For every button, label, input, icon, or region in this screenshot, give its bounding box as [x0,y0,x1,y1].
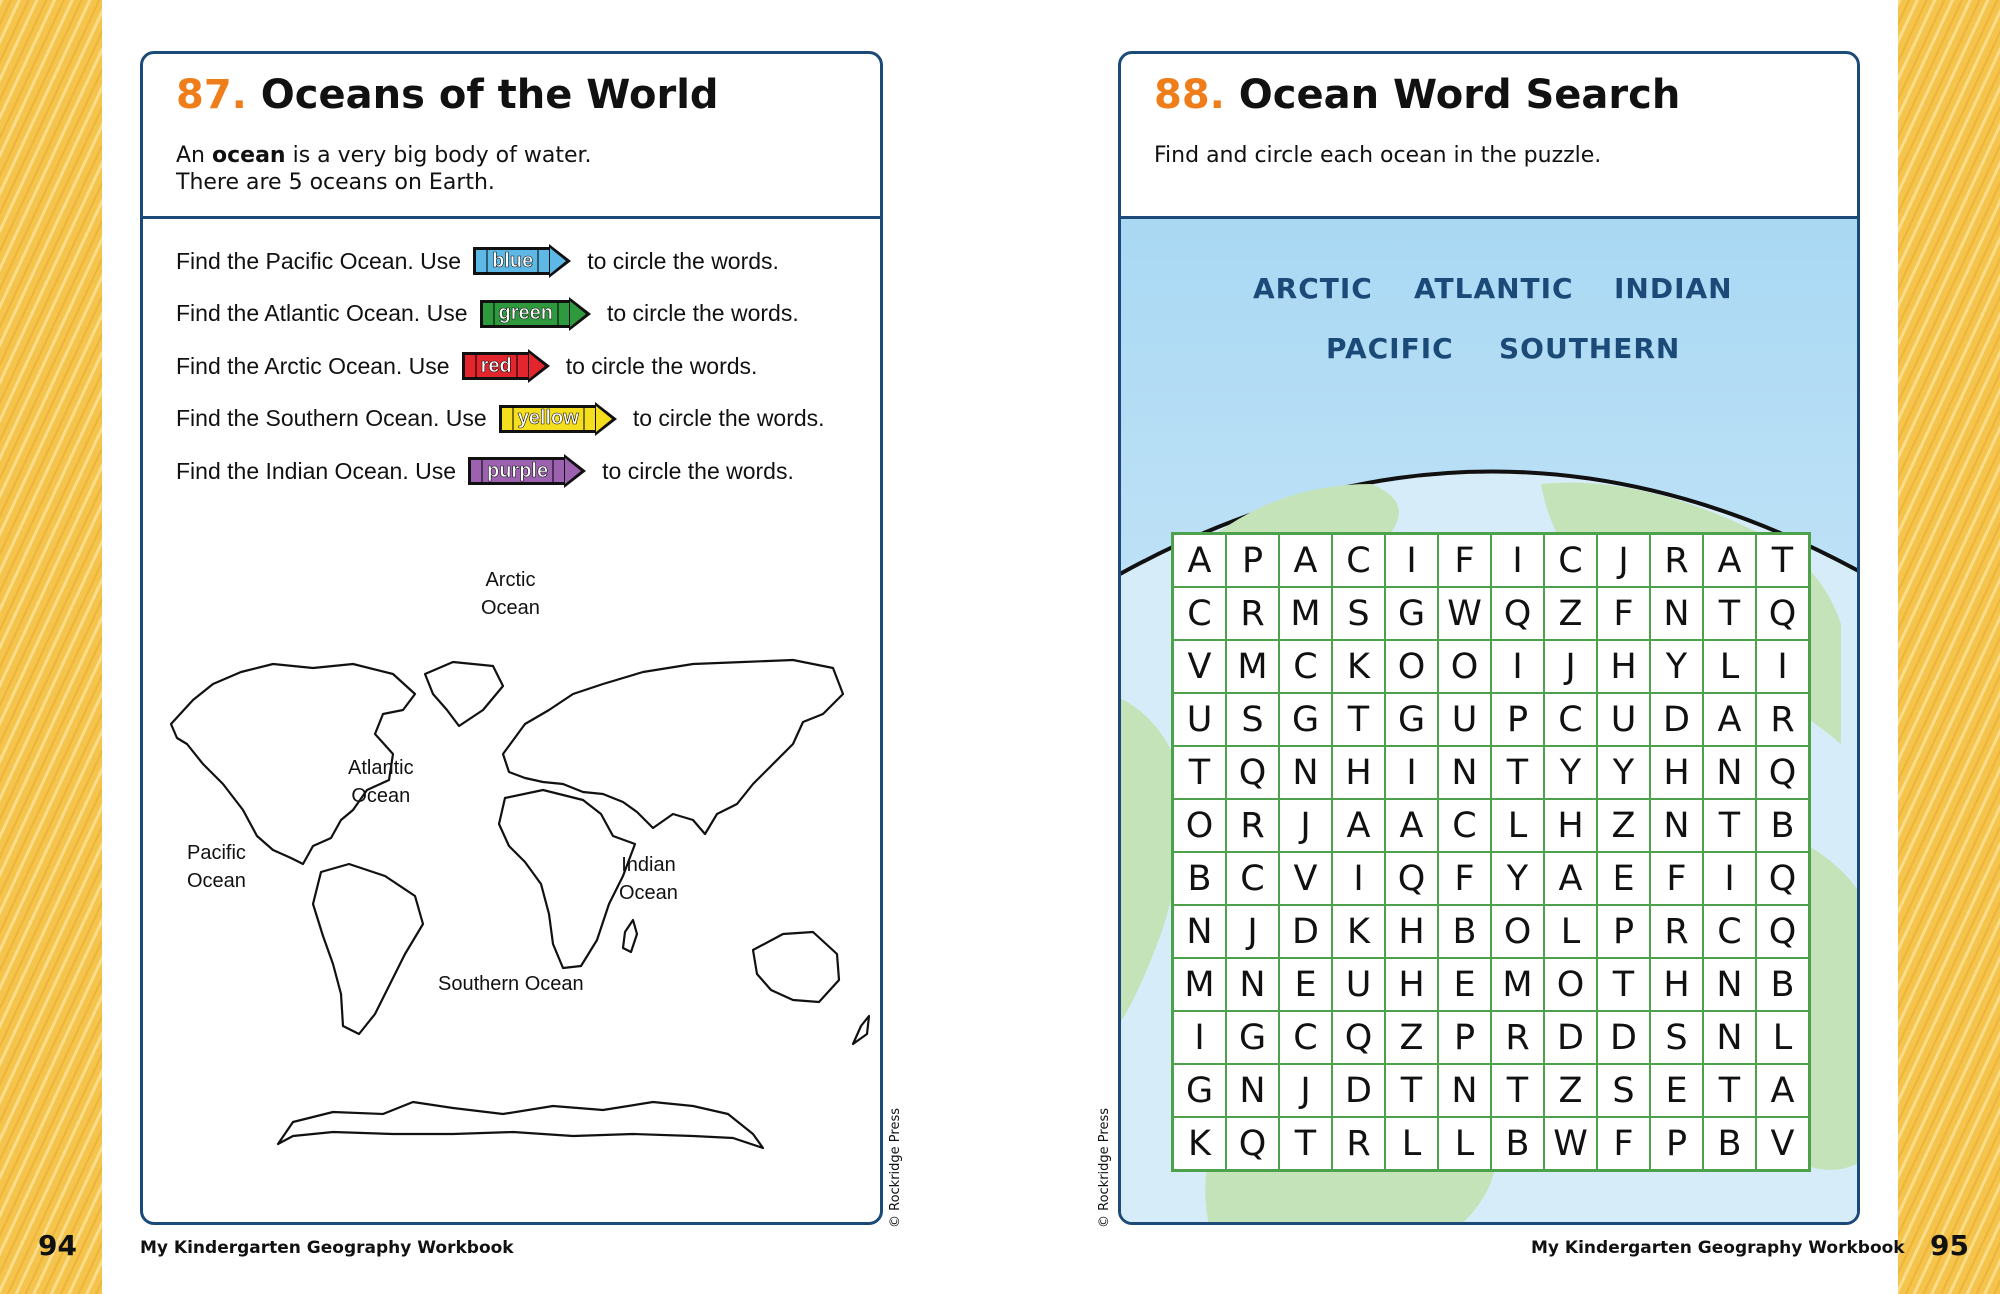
grid-cell[interactable]: C [1703,905,1756,958]
grid-cell[interactable]: A [1385,799,1438,852]
grid-cell[interactable]: R [1650,534,1703,587]
grid-cell[interactable]: T [1279,1117,1332,1170]
grid-cell[interactable]: H [1650,746,1703,799]
grid-cell[interactable]: Q [1226,746,1279,799]
grid-cell[interactable]: N [1279,746,1332,799]
activity-number: 87. [176,72,247,118]
grid-cell[interactable]: B [1491,1117,1544,1170]
instruction-suffix: to circle the words. [587,247,779,274]
grid-cell[interactable]: N [1703,746,1756,799]
grid-cell[interactable]: F [1597,1117,1650,1170]
grid-cell[interactable]: A [1703,693,1756,746]
grid-cell[interactable]: A [1332,799,1385,852]
word-arctic: ARCTIC [1253,272,1373,305]
grid-cell[interactable]: R [1226,587,1279,640]
grid-cell[interactable]: O [1491,905,1544,958]
grid-cell[interactable]: J [1544,640,1597,693]
grid-cell[interactable]: F [1438,534,1491,587]
activity-title: Oceans of the World [260,72,719,118]
right-copyright: © Rockridge Press [1097,1107,1112,1228]
grid-cell[interactable]: O [1385,640,1438,693]
right-page-title [1154,72,1680,118]
grid-cell[interactable]: I [1756,640,1809,693]
grid-cell[interactable]: S [1650,1011,1703,1064]
crayon-green-icon [480,297,591,331]
greenland-outline [425,662,503,726]
grid-cell[interactable]: I [1332,852,1385,905]
left-copyright: © Rockridge Press [888,1107,903,1228]
grid-cell[interactable]: N [1703,1011,1756,1064]
south-america-outline [313,864,423,1034]
grid-cell[interactable]: L [1544,905,1597,958]
grid-cell[interactable]: M [1491,958,1544,1011]
grid-cell[interactable]: T [1491,1064,1544,1117]
intro-text: An [176,143,212,168]
grid-cell[interactable]: Q [1226,1117,1279,1170]
grid-cell[interactable]: N [1226,1064,1279,1117]
intro-text-end: is a very big body of water. [285,143,592,168]
grid-cell[interactable]: A [1703,534,1756,587]
grid-cell[interactable]: G [1226,1011,1279,1064]
grid-cell[interactable]: I [1173,1011,1226,1064]
grid-cell[interactable]: C [1279,640,1332,693]
grid-cell[interactable]: E [1597,852,1650,905]
grid-cell[interactable]: L [1385,1117,1438,1170]
southern-ocean-label: Southern Ocean [438,973,584,995]
grid-cell[interactable]: I [1703,852,1756,905]
grid-cell[interactable]: Q [1332,1011,1385,1064]
new-zealand-outline [853,1016,869,1044]
grid-cell[interactable]: A [1544,852,1597,905]
grid-cell[interactable]: Q [1756,852,1809,905]
grid-cell[interactable]: E [1438,958,1491,1011]
instruction-row [176,244,779,278]
grid-cell[interactable]: Q [1385,852,1438,905]
grid-cell[interactable]: E [1279,958,1332,1011]
grid-cell[interactable]: L [1438,1117,1491,1170]
grid-cell[interactable]: J [1279,1064,1332,1117]
grid-cell[interactable]: D [1279,905,1332,958]
grid-cell[interactable]: S [1597,1064,1650,1117]
grid-cell[interactable]: C [1544,693,1597,746]
grid-cell[interactable]: T [1491,746,1544,799]
grid-cell[interactable]: H [1597,640,1650,693]
africa-outline [499,790,635,968]
grid-cell[interactable]: J [1597,534,1650,587]
grid-cell[interactable]: O [1544,958,1597,1011]
grid-cell[interactable]: O [1438,640,1491,693]
world-map [153,614,873,1174]
grid-cell[interactable]: R [1226,799,1279,852]
crayon-yellow-icon [499,402,617,436]
grid-cell[interactable]: F [1438,852,1491,905]
right-header [1121,54,1857,219]
grid-cell[interactable]: M [1279,587,1332,640]
atlantic-ocean-label: Atlantic Ocean [348,757,414,807]
instruction-text: Find the Arctic Ocean. Use [176,352,450,379]
word-southern: SOUTHERN [1499,332,1681,365]
grid-cell[interactable]: K [1332,640,1385,693]
grid-cell[interactable]: E [1650,1064,1703,1117]
crayon-blue-icon [473,244,571,278]
crayon-purple-icon [468,454,586,488]
grid-cell[interactable]: Z [1597,799,1650,852]
word-indian: INDIAN [1614,272,1733,305]
crayon-label: red [475,355,518,378]
grid-cell[interactable]: P [1491,693,1544,746]
left-intro [176,142,592,196]
crayon-label: purple [481,460,554,483]
grid-cell[interactable]: U [1173,693,1226,746]
activity-number: 88. [1154,72,1225,118]
grid-cell[interactable]: G [1385,587,1438,640]
grid-cell[interactable]: H [1650,958,1703,1011]
grid-cell[interactable]: I [1491,534,1544,587]
arctic-ocean-label: Arctic Ocean [481,569,540,619]
grid-cell[interactable]: B [1756,958,1809,1011]
indian-ocean-label: Indian Ocean [619,854,678,904]
grid-cell[interactable]: H [1544,799,1597,852]
crayon-label: yellow [512,407,585,430]
grid-cell[interactable]: Y [1491,852,1544,905]
grid-cell[interactable]: I [1491,640,1544,693]
grid-cell[interactable]: P [1226,534,1279,587]
grid-cell[interactable]: K [1332,905,1385,958]
grid-cell[interactable]: Z [1544,587,1597,640]
activity-title: Ocean Word Search [1238,72,1681,118]
grid-cell[interactable]: C [1226,852,1279,905]
grid-cell[interactable]: R [1756,693,1809,746]
grid-cell[interactable]: Y [1597,746,1650,799]
grid-cell[interactable]: I [1385,534,1438,587]
right-page-number: 95 [1930,1229,1969,1262]
grid-cell[interactable]: Z [1544,1064,1597,1117]
grid-cell[interactable]: F [1597,587,1650,640]
instruction-suffix: to circle the words. [565,352,758,379]
grid-cell[interactable]: U [1438,693,1491,746]
instruction-row [176,349,757,383]
grid-cell[interactable]: S [1332,587,1385,640]
grid-cell[interactable]: M [1173,958,1226,1011]
australia-outline [753,932,839,1002]
grid-cell[interactable]: T [1703,799,1756,852]
grid-cell[interactable]: H [1385,958,1438,1011]
instruction-row [176,402,825,436]
grid-cell[interactable]: C [1438,799,1491,852]
instruction-text: Find the Indian Ocean. Use [176,457,456,484]
grid-cell[interactable]: T [1703,1064,1756,1117]
grid-cell[interactable]: P [1597,905,1650,958]
grid-cell[interactable]: J [1279,799,1332,852]
grid-cell[interactable]: C [1173,587,1226,640]
grid-cell[interactable]: N [1650,587,1703,640]
grid-cell[interactable]: N [1438,1064,1491,1117]
left-crayon-border [0,0,102,1294]
grid-cell[interactable]: L [1756,1011,1809,1064]
grid-cell[interactable]: B [1438,905,1491,958]
grid-cell[interactable]: T [1756,534,1809,587]
intro-bold-word: ocean [212,143,286,168]
grid-cell[interactable]: I [1385,746,1438,799]
grid-cell[interactable]: T [1597,958,1650,1011]
intro-line-2: There are 5 oceans on Earth. [176,170,495,195]
instruction-suffix: to circle the words. [602,457,794,484]
grid-cell[interactable]: B [1173,852,1226,905]
grid-cell[interactable]: R [1332,1117,1385,1170]
grid-cell[interactable]: V [1756,1117,1809,1170]
grid-cell[interactable]: V [1173,640,1226,693]
instruction-text: Find the Southern Ocean. Use [176,405,487,431]
grid-cell[interactable]: P [1650,1117,1703,1170]
grid-cell[interactable]: W [1438,587,1491,640]
word-search-grid [1171,532,1811,1172]
grid-cell[interactable]: A [1756,1064,1809,1117]
grid-cell[interactable]: B [1756,799,1809,852]
grid-cell[interactable]: G [1173,1064,1226,1117]
grid-cell[interactable]: Y [1650,640,1703,693]
grid-cell[interactable]: K [1173,1117,1226,1170]
grid-cell[interactable]: Q [1491,587,1544,640]
instruction-text: Find the Atlantic Ocean. Use [176,300,468,326]
grid-cell[interactable]: T [1385,1064,1438,1117]
right-footer: My Kindergarten Geography Workbook [1531,1238,1905,1258]
grid-cell[interactable]: D [1597,1011,1650,1064]
grid-cell[interactable]: D [1332,1064,1385,1117]
grid-cell[interactable]: Q [1756,905,1809,958]
grid-cell[interactable]: Y [1544,746,1597,799]
left-page-title [176,72,719,118]
grid-cell[interactable]: Z [1385,1011,1438,1064]
oceans-of-the-world-panel [140,51,883,1225]
grid-cell[interactable]: M [1226,640,1279,693]
instruction-text: Find the Pacific Ocean. Use [176,247,462,274]
grid-cell[interactable]: V [1279,852,1332,905]
grid-cell[interactable]: D [1544,1011,1597,1064]
grid-cell[interactable]: U [1597,693,1650,746]
grid-cell[interactable]: B [1703,1117,1756,1170]
grid-cell[interactable]: N [1226,958,1279,1011]
grid-cell[interactable]: H [1332,746,1385,799]
word-pacific: PACIFIC [1326,332,1454,365]
grid-cell[interactable]: O [1173,799,1226,852]
grid-cell[interactable]: L [1703,640,1756,693]
grid-cell[interactable]: T [1703,587,1756,640]
pacific-ocean-label: Pacific Ocean [187,842,246,892]
crayon-label: green [493,302,559,325]
grid-cell[interactable]: D [1650,693,1703,746]
madagascar-outline [623,920,637,952]
grid-cell[interactable]: N [1650,799,1703,852]
right-intro: Find and circle each ocean in the puzzle. [1154,143,1602,168]
grid-cell[interactable]: R [1650,905,1703,958]
instruction-suffix: to circle the words. [606,300,799,326]
word-atlantic: ATLANTIC [1414,272,1574,305]
grid-cell[interactable]: W [1544,1117,1597,1170]
grid-cell[interactable]: U [1332,958,1385,1011]
left-page-number: 94 [38,1229,77,1262]
grid-cell[interactable]: A [1279,534,1332,587]
grid-cell[interactable]: L [1491,799,1544,852]
grid-cell[interactable]: P [1438,1011,1491,1064]
crayon-red-icon [462,349,550,383]
crayon-label: blue [486,250,539,273]
grid-cell[interactable]: H [1385,905,1438,958]
grid-cell[interactable]: G [1279,693,1332,746]
instruction-row [176,454,794,488]
grid-cell[interactable]: Q [1756,746,1809,799]
grid-cell[interactable]: Q [1756,587,1809,640]
ocean-word-search-panel [1118,51,1860,1225]
left-header [143,54,880,219]
instruction-suffix: to circle the words. [632,405,825,431]
grid-cell[interactable]: N [1703,958,1756,1011]
grid-cell[interactable]: S [1226,693,1279,746]
instruction-row [176,297,799,331]
right-crayon-border [1898,0,2000,1294]
grid-cell[interactable]: A [1173,534,1226,587]
grid-cell[interactable]: C [1544,534,1597,587]
grid-cell[interactable]: N [1438,746,1491,799]
grid-cell[interactable]: R [1491,1011,1544,1064]
antarctica-outline [278,1102,763,1148]
grid-cell[interactable]: F [1650,852,1703,905]
grid-cell[interactable]: C [1279,1011,1332,1064]
grid-cell[interactable]: N [1173,905,1226,958]
grid-cell[interactable]: T [1173,746,1226,799]
left-footer: My Kindergarten Geography Workbook [140,1238,514,1258]
grid-cell[interactable]: C [1332,534,1385,587]
grid-cell[interactable]: T [1332,693,1385,746]
grid-cell[interactable]: J [1226,905,1279,958]
grid-cell[interactable]: G [1385,693,1438,746]
